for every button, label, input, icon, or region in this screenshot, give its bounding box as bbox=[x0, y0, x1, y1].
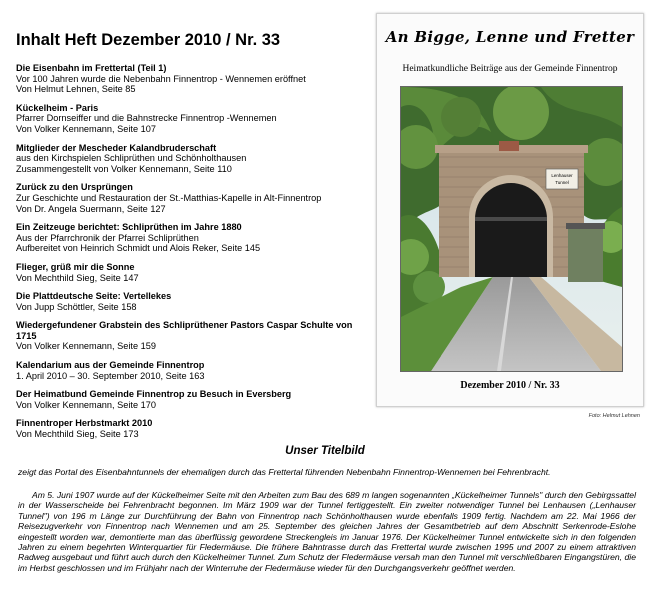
toc-entry-detail: Aufbereitet von Heinrich Schmidt und Alois Reker, Seite 145 bbox=[16, 243, 261, 254]
toc-entry-detail: Von Mechthild Sieg, Seite 147 bbox=[16, 272, 139, 283]
toc-entry bbox=[16, 291, 361, 312]
toc-entry-heading: Flieger, grüß mir die Sonne bbox=[16, 261, 135, 272]
toc-entry-heading: Kückelheim - Paris bbox=[16, 102, 99, 113]
toc-entry bbox=[16, 418, 361, 439]
toc-entries bbox=[16, 63, 361, 440]
toc-title: Inhalt Heft Dezember 2010 / Nr. 33 bbox=[16, 31, 281, 49]
caption-body: Am 5. Juni 1907 wurde auf der Kückelheimer Seite mit den Arbeiten zum Bau des 689 m langen sogenannten „Kückelheimer Tunnels" durch den Gebirgssattel in der Wasserscheide bei Fehrenbracht begonnen. Im März 1909 war der Tunnel fertiggestellt. Ein zweiter notwendiger Tunnel bei Lenhausen („Lenhauser Tunnel") von 196 m Länge zur Durchführung der Bahn von Finnentrop nach Schönholthausen wurde ebenfalls 1909 fertig. Nachdem am 22. Mai 1966 der Reisezugverkehr von Finnentrop nach Wennemen und am 25. September des gleichen Jahres der Gesamtbetrieb auf dem Abschnitt Serkenrode-Eslohe eingestellt worden war, demontierte man das überflüssig gewordene Streckengleis im Januar 1976. Der Kückelheimer Tunnel entwickelte sich in den folgenden Jahren zu einem begehrten Winterquartier für Fledermäuse. Die frühere Bahntrasse durch das Frettertal wurde zwischen 1995 und 2007 zu einem attraktiven Radweg ausgebaut und führt auch durch den Kückelheimer Tunnel. Zum Schutz der Fledermäuse versah man den Tunnel mit verschließbaren Eingangstüren, die im Herbst geschlossen und im Frühjahr nach der Winterruhe der Fledermäuse wieder für den Durchgangsverkehr geöffnet werden. bbox=[18, 490, 636, 573]
toc-entry bbox=[16, 262, 361, 283]
toc-entry-detail: Aus der Pfarrchronik der Pfarrei Schliprüthen bbox=[16, 232, 199, 243]
toc-entry-heading: Der Heimatbund Gemeinde Finnentrop zu Besuch in Eversberg bbox=[16, 389, 292, 400]
toc-entry-heading: Zurück zu den Ursprüngen bbox=[16, 182, 133, 193]
caption-intro: zeigt das Portal des Eisenbahntunnels der ehemaligen durch das Frettertal führenden Nebenbahn Finnentrop-Wennemen bei Fehrenbracht. bbox=[18, 467, 551, 477]
toc-entry bbox=[16, 63, 361, 95]
cover-image bbox=[376, 13, 644, 407]
toc-entry-detail: aus den Kirchspielen Schliprüthen und Schönholthausen bbox=[16, 153, 247, 164]
table-of-contents bbox=[16, 30, 361, 448]
tunnel-photo bbox=[400, 86, 623, 372]
toc-entry bbox=[16, 360, 361, 381]
toc-entry-heading: Mitglieder der Mescheder Kalandbruderschaft bbox=[16, 142, 217, 153]
cover-issue: Dezember 2010 / Nr. 33 bbox=[460, 380, 560, 391]
toc-entry-heading: Finnentroper Herbstmarkt 2010 bbox=[16, 418, 153, 429]
caption-title: Unser Titelbild bbox=[285, 445, 365, 457]
toc-entry bbox=[16, 222, 361, 254]
toc-entry-detail: Von Dr. Angela Suermann, Seite 127 bbox=[16, 203, 166, 214]
toc-entry bbox=[16, 103, 361, 135]
tunnel-illustration bbox=[401, 87, 622, 371]
toc-entry-heading: Kalendarium aus der Gemeinde Finnentrop bbox=[16, 360, 205, 371]
sign-text: Lenhauser bbox=[551, 173, 573, 178]
toc-entry-detail: Von Volker Kennemann, Seite 170 bbox=[16, 399, 156, 410]
toc-entry-heading: Wiedergefundener Grabstein des Schliprüthener Pastors Caspar Schulte von 1715 bbox=[16, 320, 353, 341]
photo-credit: Foto: Helmut Lehnen bbox=[588, 413, 640, 419]
toc-entry bbox=[16, 320, 361, 352]
toc-entry-detail: Von Jupp Schöttler, Seite 158 bbox=[16, 301, 137, 312]
toc-entry-detail: 1. April 2010 – 30. September 2010, Seite 163 bbox=[16, 370, 205, 381]
cover-subtitle: Heimatkundliche Beiträge aus der Gemeinde Finnentrop bbox=[402, 64, 618, 74]
toc-entry-detail: Vor 100 Jahren wurde die Nebenbahn Finnentrop - Wennemen eröffnet bbox=[16, 73, 306, 84]
toc-entry-heading: Die Eisenbahn im Frettertal (Teil 1) bbox=[16, 63, 167, 73]
toc-entry-detail: Von Mechthild Sieg, Seite 173 bbox=[16, 429, 139, 440]
toc-entry bbox=[16, 182, 361, 214]
toc-entry-detail: Von Volker Kennemann, Seite 107 bbox=[16, 123, 156, 134]
toc-entry bbox=[16, 143, 361, 175]
toc-entry-detail: Pfarrer Dornseiffer und die Bahnstrecke Finnentrop -Wennemen bbox=[16, 113, 277, 124]
toc-entry-detail: Zusammengestellt von Volker Kennemann, Seite 110 bbox=[16, 163, 232, 174]
toc-entry bbox=[16, 389, 361, 410]
toc-entry-heading: Ein Zeitzeuge berichtet: Schliprüthen im Jahre 1880 bbox=[16, 222, 242, 233]
cover-title: An Bigge, Lenne und Fretter bbox=[385, 28, 635, 46]
sign-text-2: Tunnel bbox=[555, 180, 569, 185]
toc-entry-detail: Von Volker Kennemann, Seite 159 bbox=[16, 341, 156, 352]
toc-entry-detail: Von Helmut Lehnen, Seite 85 bbox=[16, 84, 136, 95]
toc-entry-heading: Die Plattdeutsche Seite: Vertellekes bbox=[16, 291, 172, 302]
toc-entry-detail: Zur Geschichte und Restauration der St.-Matthias-Kapelle in Alt-Finnentrop bbox=[16, 192, 322, 203]
